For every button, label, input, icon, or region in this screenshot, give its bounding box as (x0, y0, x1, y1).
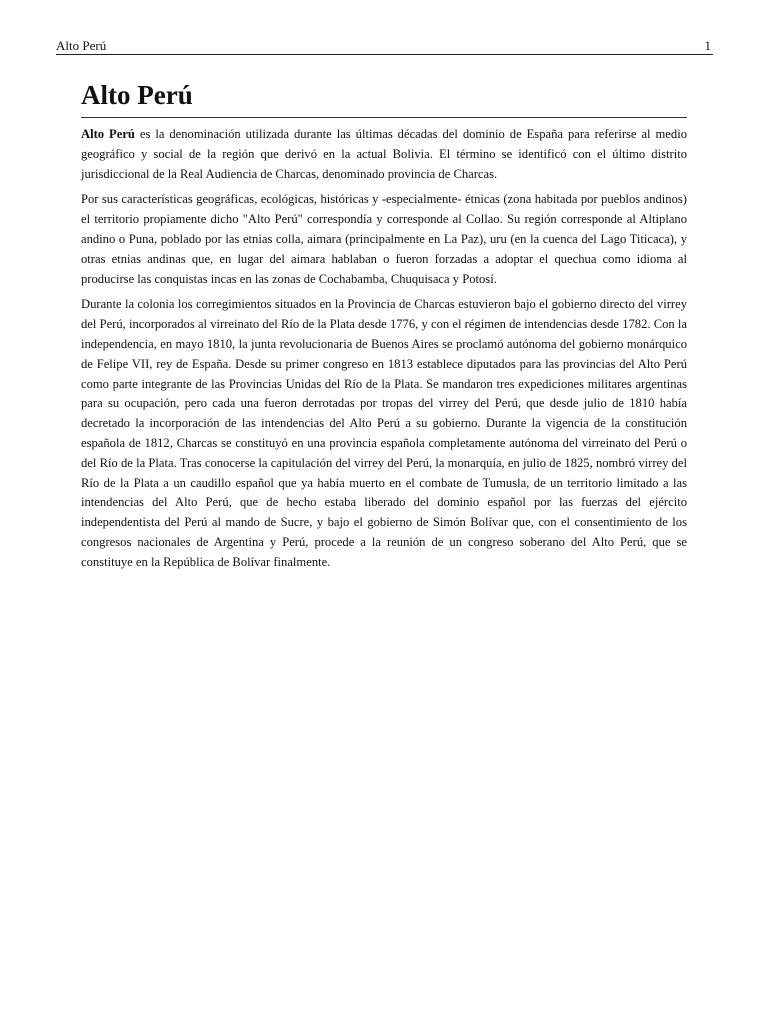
article-body (81, 125, 687, 573)
paragraph-history: Durante la colonia los corregimientos situados en la Provincia de Charcas estuvieron bajo el gobierno directo del virrey del Perú, incorporados al virreinato del Río de la Plata desde 1776, y con el régimen de intendencias desde 1782. Con la independencia, en mayo 1810, la junta revolucionaria de Buenos Aires se proclamó autónoma del gobierno monárquico de Felipe VII, rey de España. Desde su primer congreso en 1813 establece diputados para las provincias del Alto Perú como parte integrante de las Provincias Unidas del Río de la Plata. Se mandaron tres expediciones militares argentinas para su ocupación, pero cada una fueron derrotadas por tropas del virrey del Perú, que desde julio de 1810 había decretado la incorporación de las intendencias del Alto Perú a su gobierno. Durante la vigencia de la constitución española de 1812, Charcas se constituyó en una provincia española completamente autónoma del virreinato del Perú o del Río de la Plata. Tras conocerse la capitulación del virrey del Perú, la monarquía, en julio de 1825, nombró virrey del Río de la Plata a un caudillo español que ya había muerto en el combate de Tumusla, de un territorio limitado a las intendencias del Alto Perú, que de hecho estaba liberado del dominio español por las fuerzas del ejército independentista del Perú al mando de Sucre, y bajo el gobierno de Simón Bolívar que, con el consentimiento de los congresos nacionales de Argentina y Perú, procede a la reunión de un congreso soberano del Alto Perú, que se constituye en la República de Bolívar finalmente. (81, 297, 687, 569)
paragraph-text: es la denominación utilizada durante las últimas décadas del dominio de España para referirse al medio geográfico y social de la región que derivó en la actual Bolivia. El término se identificó con el último distrito jurisdiccional de la Real Audiencia de Charcas, denominado provincia de Charcas. (81, 127, 687, 181)
paragraph-geography: Por sus características geográficas, ecológicas, históricas y -especialmente- étnicas (zona habitada por pueblos andinos) el territorio propiamente dicho "Alto Perú" correspondía y corresponde al Collao. Su región corresponde al Altiplano andino o Puna, poblado por las etnias colla, aimara (principalmente en La Paz), uru (en la cuenca del Lago Titicaca), y otras etnias andinas que, en lugar del aimara hablaban o fueron forzadas a adoptar el quechua como idioma al producirse las conquistas incas en las zonas de Cochabamba, Chuquisaca y Potosí. (81, 192, 687, 286)
article-title: Alto Perú (81, 80, 687, 118)
lead-term: Alto Perú (81, 127, 135, 141)
running-title: Alto Perú (56, 38, 107, 53)
paragraph-intro (81, 125, 687, 184)
running-header (56, 38, 713, 55)
page-number: 1 (704, 38, 711, 53)
article (81, 80, 687, 573)
